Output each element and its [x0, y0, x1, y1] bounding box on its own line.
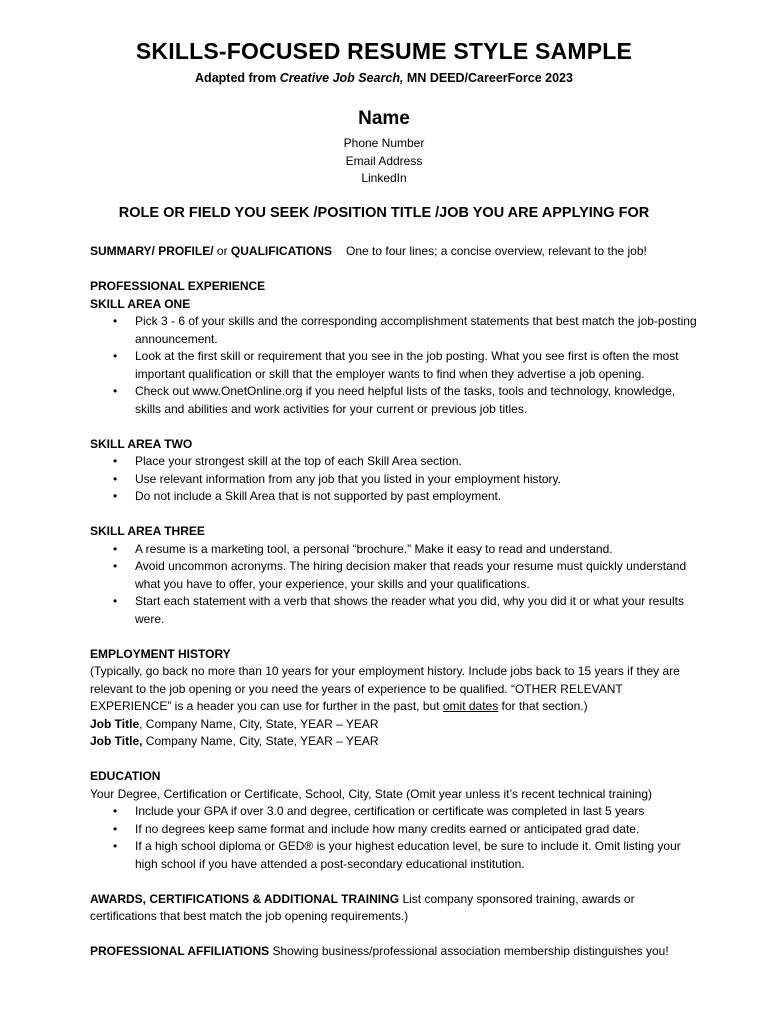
education-list [90, 803, 700, 873]
list-item: • Use relevant information from any job that you listed in your employment history. [90, 471, 700, 489]
contact-linkedin: LinkedIn [361, 171, 407, 185]
role-heading: ROLE OR FIELD YOU SEEK /POSITION TITLE /JOB YOU ARE APPLYING FOR [118, 205, 650, 221]
job-entry-1: Job Title, Company Name, City, State, YEAR – YEAR [90, 716, 379, 731]
summary-line [90, 243, 700, 261]
skill-area-three-heading: SKILL AREA THREE [90, 524, 205, 538]
adapted-suffix: MN DEED/CareerForce 2023 [403, 71, 573, 85]
adapted-from-line [0, 71, 768, 85]
contact-block [0, 135, 768, 188]
list-item: • If a high school diploma or GED® is your highest education level, be sure to include it. Omit listing your high school if you have attended a post-secondary educational institution. [90, 838, 700, 873]
employment-heading: EMPLOYMENT HISTORY [90, 646, 231, 661]
list-item: • Pick 3 - 6 of your skills and the corresponding accomplishment statements that best match the job-posting announcement. [90, 313, 700, 348]
awards-section [90, 891, 700, 926]
education-line: Your Degree, Certification or Certificate, School, City, State (Omit year unless it’s recent technical training) [90, 786, 653, 801]
document-title: SKILLS-FOCUSED RESUME STYLE SAMPLE [135, 38, 633, 64]
list-item: • Avoid uncommon acronyms. The hiring decision maker that reads your resume must quickly understand what you have to offer, your experience, your skills and your qualifications. [90, 558, 700, 593]
affiliations-section [90, 943, 700, 961]
adapted-prefix: Adapted from [195, 71, 280, 85]
contact-email: Email Address [345, 153, 423, 168]
adapted-source: Creative Job Search, [279, 71, 404, 85]
list-item: • Look at the first skill or requirement that you see in the job posting. What you see first is often the most important qualification or skill that the employer wants to find when they advertise a job opening. [90, 348, 700, 383]
awards-text: List company sponsored training, awards or certifications that best match the job opening requirements.) [90, 891, 635, 923]
list-item: • If no degrees keep same format and include how many credits earned or anticipated grad date. [90, 821, 700, 839]
summary-or: or [213, 244, 231, 258]
list-item: • A resume is a marketing tool, a personal “brochure.” Make it easy to read and understand. [90, 541, 700, 559]
skill-area-two-list [90, 453, 700, 506]
resume-body [90, 243, 700, 961]
summary-text: One to four lines; a concise overview, relevant to the job! [346, 244, 647, 258]
candidate-name: Name [358, 108, 410, 129]
skill-area-three-list [90, 541, 700, 629]
list-item: • Start each statement with a verb that shows the reader what you did, why you did it or what your results were. [90, 593, 700, 628]
affiliations-text: Showing business/professional association membership distinguishes you! [269, 944, 669, 958]
summary-label-1: SUMMARY/ PROFILE/ [90, 244, 214, 258]
summary-label-2: QUALIFICATIONS [230, 244, 333, 258]
awards-label: AWARDS, CERTIFICATIONS & ADDITIONAL TRAINING [90, 891, 400, 906]
affiliations-label: PROFESSIONAL AFFILIATIONS [90, 944, 270, 958]
omit-dates-text: omit dates [442, 699, 499, 713]
job-entry-2: Job Title, Company Name, City, State, YEAR – YEAR [90, 734, 379, 748]
experience-heading: PROFESSIONAL EXPERIENCE [90, 279, 266, 293]
skill-area-one-heading: SKILL AREA ONE [90, 296, 191, 311]
list-item: • Place your strongest skill at the top of each Skill Area section. [90, 453, 700, 471]
list-item: • Check out www.OnetOnline.org if you need helpful lists of the tasks, tools and technology, knowledge, skills and abilities and work activities for your current or previous job titles. [90, 383, 700, 418]
skill-area-one-list [90, 313, 700, 418]
contact-phone: Phone Number [343, 136, 425, 150]
employment-note: (Typically, go back no more than 10 years for your employment history. Include jobs back to 15 years if they are relevant to the job opening or you need the years of experience to be qualified. “OTHER RELEVANT EXPERIENCE” is a header you can use for further in the past, but omit dates for that section.) [90, 664, 680, 713]
list-item: • Do not include a Skill Area that is not supported by past employment. [90, 488, 700, 506]
education-heading: EDUCATION [90, 769, 161, 783]
skill-area-two-heading: SKILL AREA TWO [90, 436, 193, 451]
list-item: • Include your GPA if over 3.0 and degree, certification or certificate was completed in last 5 years [90, 803, 700, 821]
